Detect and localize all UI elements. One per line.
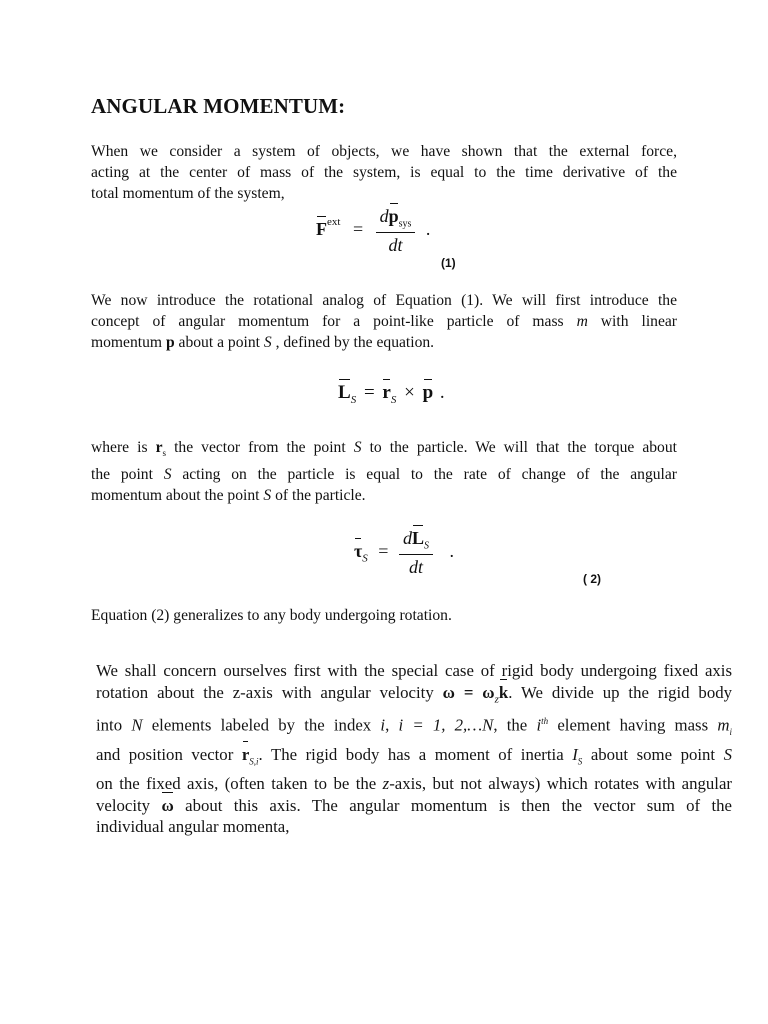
equals-sign: = (352, 218, 364, 239)
paragraph-angular-momentum-def (91, 290, 677, 353)
text-line: rotation about the z-axis with angular velocity $\omega = \omega_zk$. We divide up the rigid body (96, 682, 732, 706)
text-line: velocity ω about this axis. The angular momentum is then the vector sum of the (96, 795, 732, 815)
text-line: total momentum of the system, (91, 185, 285, 202)
text-line: into N elements labeled by the index i, i = 1, 2,…N, the $i^{th}$ element having mass $m_i$ (96, 715, 732, 737)
tau-symbol: τ (354, 540, 363, 561)
equation-1 (316, 206, 430, 256)
fraction (399, 528, 433, 578)
fraction-denominator: dt (388, 234, 403, 255)
paragraph-generalization (91, 605, 677, 626)
equation-angular-momentum: $L_S = r_S \times p$ . (338, 382, 445, 406)
text-line: momentum about the point S of the particle. (91, 487, 366, 505)
fraction-numerator: $dp_{sys}$ (376, 206, 416, 233)
text-line: momentum p about a point S , defined by the equation. (91, 334, 435, 351)
text-line: Equation (2) generalizes to any body undergoing rotation. (91, 607, 452, 624)
equation-period: . (425, 218, 431, 239)
r-symbol: r (382, 382, 391, 403)
L-symbol: L (338, 382, 351, 403)
fraction-numerator: $dL_S$ (399, 528, 433, 555)
text-line: When we consider a system of objects, we have shown that the external force, (91, 143, 677, 160)
text-line: the point S acting on the particle is equal to the rate of change of the angular (91, 466, 677, 484)
paragraph-rigid-body (96, 660, 732, 838)
text-line: We now introduce the rotational analog of Equation (1). We will first introduce the (91, 292, 677, 309)
text-line: acting at the center of mass of the system, is equal to the time derivative of the (91, 164, 677, 181)
force-symbol: F (316, 218, 327, 239)
text-line: on the fixed axis, (often taken to be the z-axis, but not always) which rotates with angular (96, 773, 732, 793)
text-line: where is $r_s$ the vector from the point S to the particle. We will that the torque about (91, 439, 677, 459)
fraction (376, 206, 416, 256)
text-line: individual angular momenta, (96, 817, 290, 837)
p-symbol: p (422, 382, 434, 403)
force-superscript: ext (327, 215, 341, 228)
paragraph-intro (91, 141, 677, 204)
paragraph-torque (91, 437, 677, 506)
text-line: We shall concern ourselves first with the special case of rigid body undergoing fixed axis (96, 661, 732, 680)
page-title: ANGULAR MOMENTUM: (91, 94, 346, 118)
equation-number-1: (1) (441, 256, 456, 270)
equation-2: $\tau_S$ = $\frac{dL_S}{dt}$ . (354, 528, 454, 577)
text-line: concept of angular momentum for a point-like particle of mass m with linear (91, 313, 677, 330)
text-line: and position vector $r_{S,i}$. The rigid body has a moment of inertia $I_S$ about some point S (96, 744, 732, 767)
equation-number-2: ( 2) (583, 572, 601, 586)
fraction-denominator: dt (408, 556, 423, 577)
